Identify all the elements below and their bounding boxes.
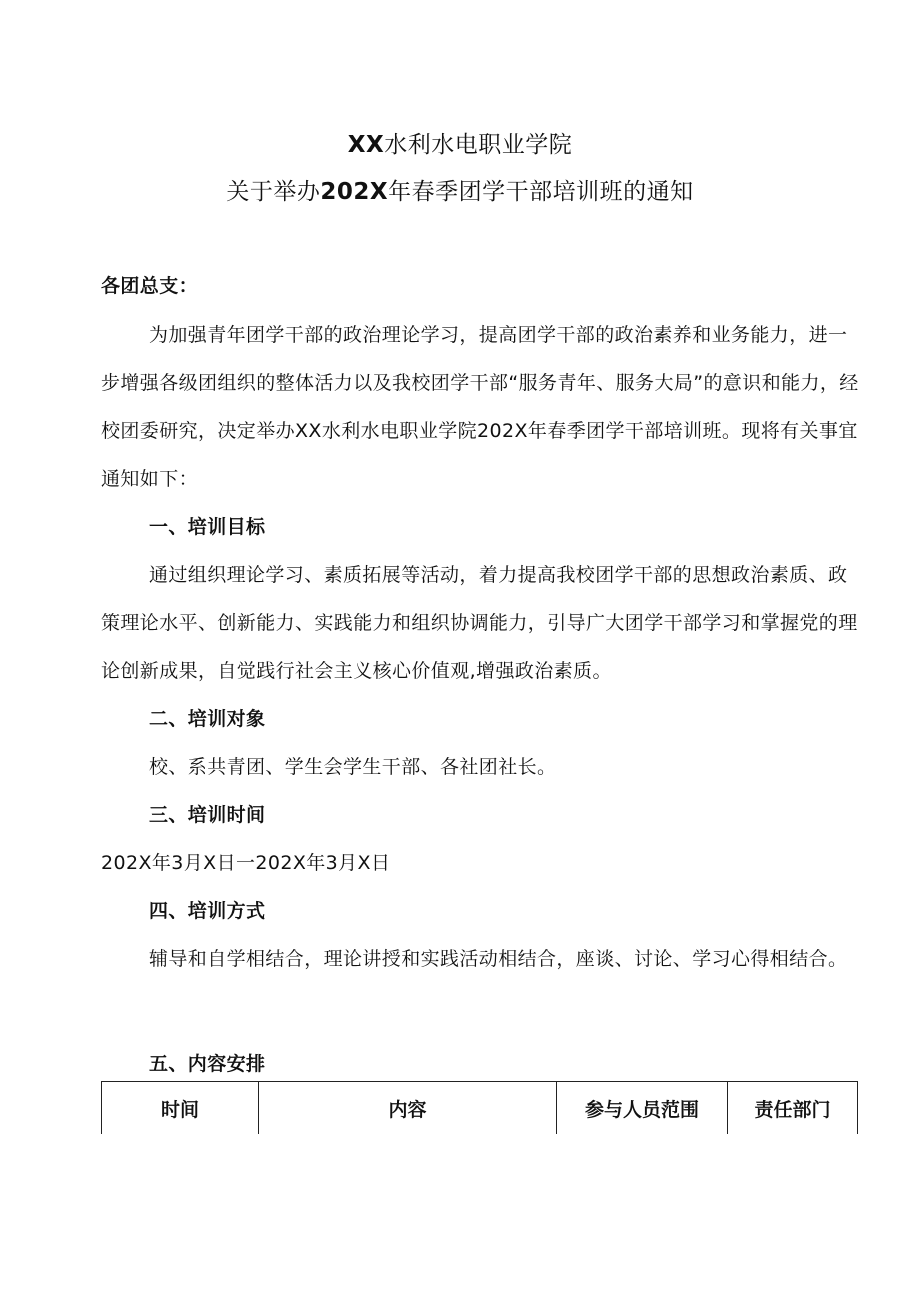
- table-header-row: [102, 1082, 858, 1135]
- intro-paragraph: 为加强青年团学干部的政治理论学习，提高团学干部的政治素养和业务能力，进一步增强各级团组织的整体活力以及我校团学干部“服务青年、服务大局”的意识和能力，经校团委研究，决定举办XX水利水电职业学院202X年春季团学干部培训班。现将有关事宜通知如下：: [101, 324, 859, 490]
- table-header-participants: 参与人员范围: [557, 1082, 728, 1135]
- document-title-notice: [0, 175, 920, 209]
- title-school-prefix: XX: [347, 132, 385, 158]
- title-notice-part1: 关于举办: [226, 179, 321, 205]
- table-header-department: 责任部门: [728, 1082, 858, 1135]
- salutation: 各团总支：: [101, 275, 199, 297]
- title-school-name: 水利水电职业学院: [384, 132, 573, 158]
- title-notice-year: 202X: [320, 179, 389, 205]
- table-header-content: 内容: [259, 1082, 557, 1135]
- section-heading-schedule: 五、内容安排: [149, 1053, 266, 1075]
- section-content-method: 辅导和自学相结合，理论讲授和实践活动相结合，座谈、讨论、学习心得相结合。: [149, 948, 848, 970]
- section-heading-time: 三、培训时间: [149, 804, 266, 826]
- section-content-goal: 通过组织理论学习、素质拓展等活动，着力提高我校团学干部的思想政治素质、政策理论水平、创新能力、实践能力和组织协调能力，引导广大团学干部学习和掌握党的理论创新成果，自觉践行社会主义核心价值观,增强政治素质。: [101, 564, 858, 682]
- section-heading-goal: 一、培训目标: [149, 516, 266, 538]
- schedule-table: [101, 1081, 858, 1134]
- document-title-school: [0, 128, 920, 162]
- title-notice-part2: 年春季团学干部培训班的通知: [388, 179, 694, 205]
- section-content-target: 校、系共青团、学生会学生干部、各社团社长。: [149, 756, 557, 778]
- section-heading-target: 二、培训对象: [149, 708, 266, 730]
- section-heading-method: 四、培训方式: [149, 900, 266, 922]
- table-header-time: 时间: [102, 1082, 259, 1135]
- section-content-time: 202X年3月X日一202X年3月X日: [101, 852, 391, 874]
